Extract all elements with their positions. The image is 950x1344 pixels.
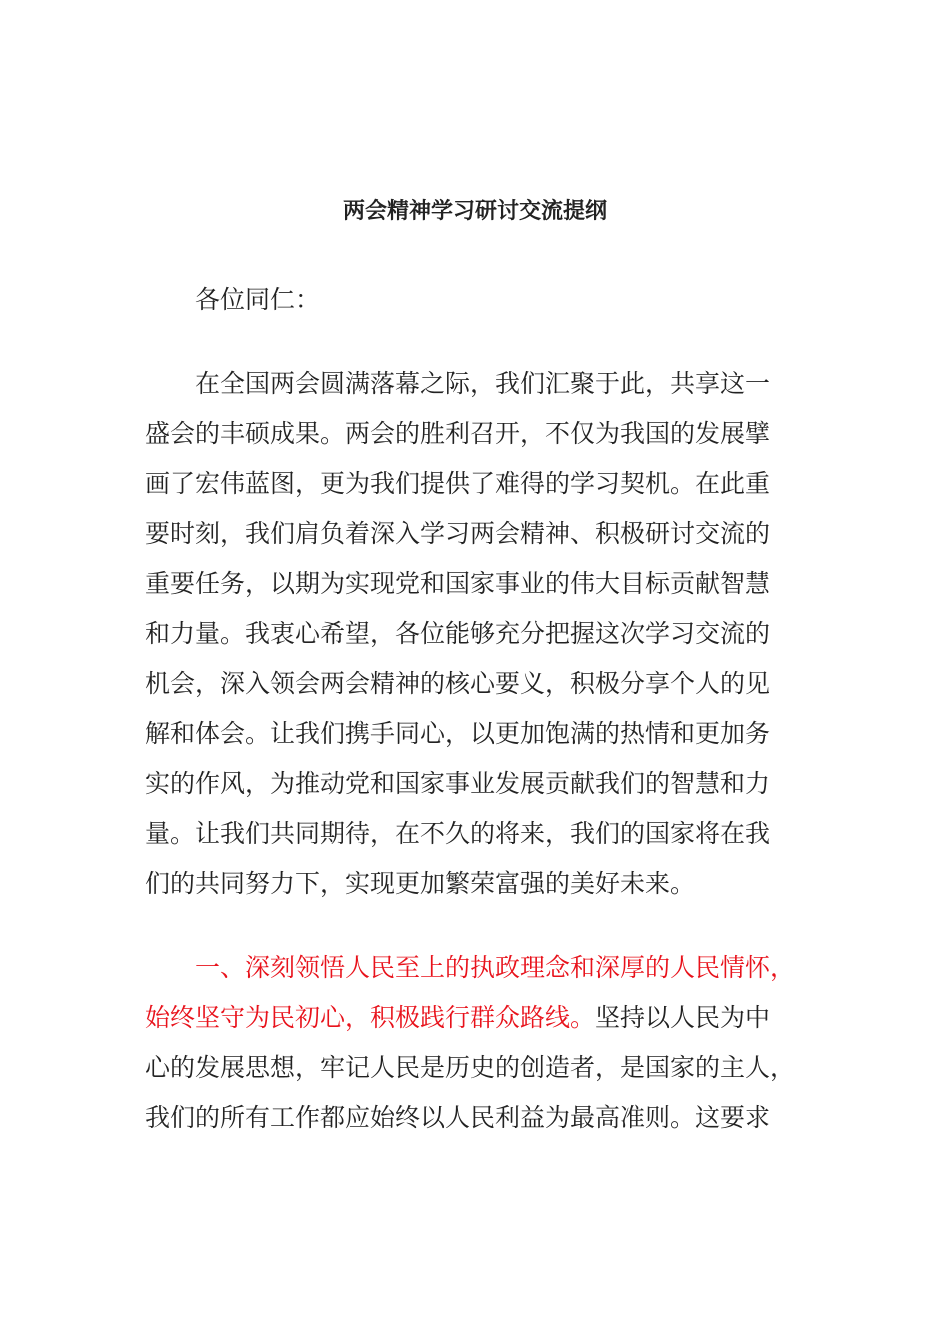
section-one-heading-line: 一、深刻领悟人民至上的执政理念和深厚的人民情怀，: [195, 953, 796, 982]
intro-line: 要时刻，我们肩负着深入学习两会精神、积极研讨交流的: [145, 519, 771, 548]
intro-line: 画了宏伟蓝图，更为我们提供了难得的学习契机。在此重: [145, 469, 771, 498]
intro-line: 重要任务，以期为实现党和国家事业的伟大目标贡献智慧: [145, 569, 771, 598]
intro-line: 盛会的丰硕成果。两会的胜利召开，不仅为我国的发展擘: [145, 419, 771, 448]
section-one-heading-end: 始终坚守为民初心，积极践行群众路线。: [145, 1003, 596, 1032]
intro-line: 在全国两会圆满落幕之际，我们汇聚于此，共享这一: [195, 369, 771, 398]
section-one-paragraph: [145, 943, 815, 1143]
intro-line: 机会，深入领会两会精神的核心要义，积极分享个人的见: [145, 669, 771, 698]
intro-line: 们的共同努力下，实现更加繁荣富强的美好未来。: [145, 869, 696, 898]
intro-line: 和力量。我衷心希望，各位能够充分把握这次学习交流的: [145, 619, 771, 648]
section-one-body-line: 心的发展思想，牢记人民是历史的创造者，是国家的主人，: [145, 1053, 796, 1082]
salutation: 各位同仁：: [195, 285, 321, 314]
document-title: 两会精神学习研讨交流提纲: [342, 199, 607, 224]
section-one-body-line: 我们的所有工作都应始终以人民利益为最高准则。这要求: [145, 1103, 771, 1132]
section-one-mixed-line: [145, 993, 815, 1043]
section-one-body-start: 坚持以人民为中: [595, 1003, 771, 1032]
intro-line: 解和体会。让我们携手同心，以更加饱满的热情和更加务: [145, 719, 771, 748]
intro-line: 量。让我们共同期待，在不久的将来，我们的国家将在我: [145, 819, 771, 848]
intro-paragraph: [145, 359, 815, 909]
intro-line: 实的作风，为推动党和国家事业发展贡献我们的智慧和力: [145, 769, 771, 798]
